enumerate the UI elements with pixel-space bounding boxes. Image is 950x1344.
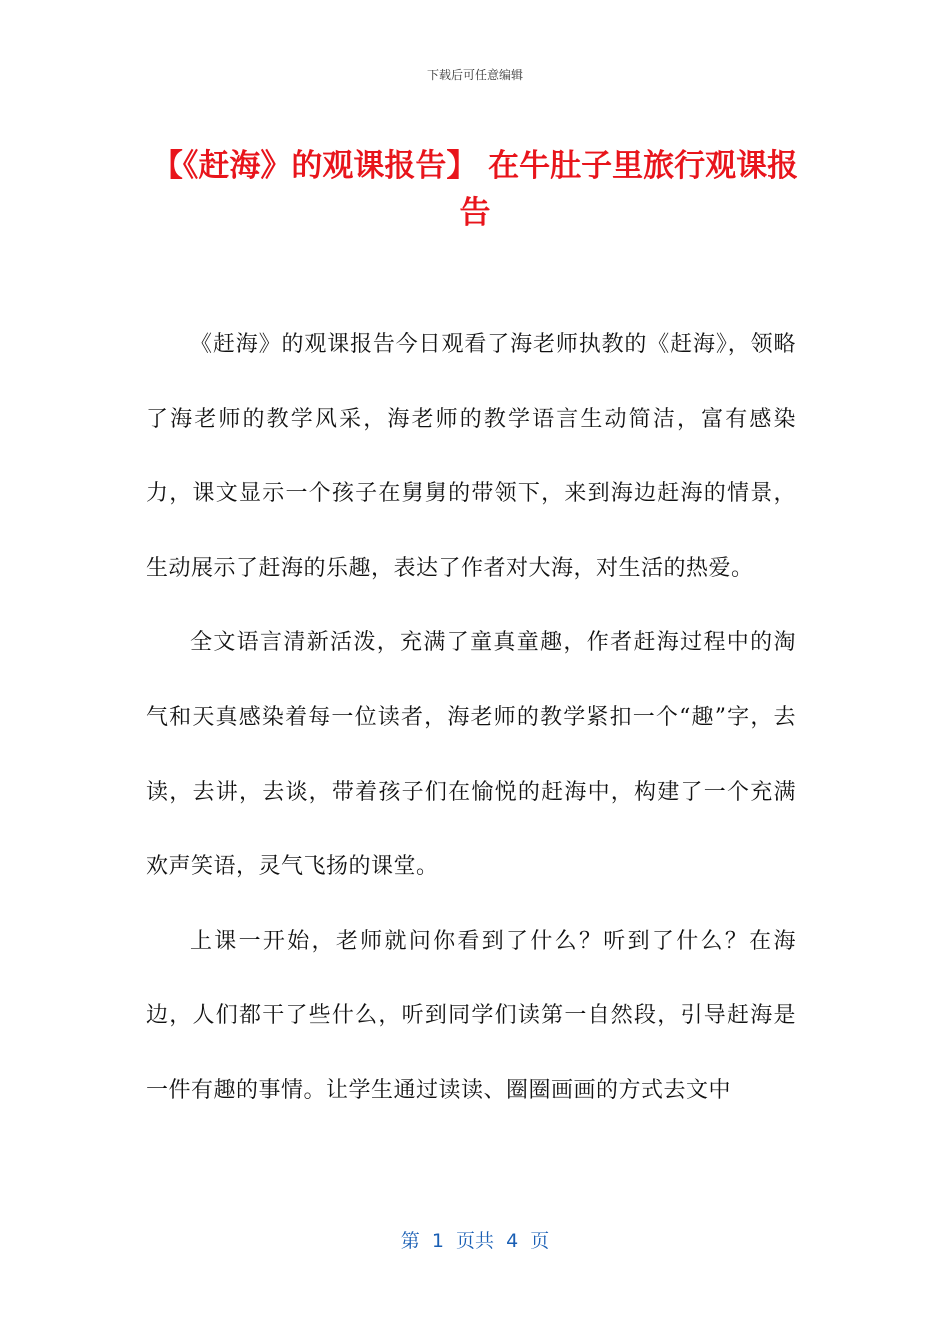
paragraph: 全文语言清新活泼，充满了童真童趣，作者赶海过程中的淘气和天真感染着每一位读者，海老师的教学紧扣一个“趣”字，去读，去讲，去谈，带着孩子们在愉悦的赶海中，构建了一个充满欢声笑语，灵气飞扬的课堂。 bbox=[146, 630, 796, 880]
header-note: 下载后可任意编辑 bbox=[426, 68, 523, 82]
document-body bbox=[146, 308, 796, 1129]
paragraph: 上课一开始，老师就问你看到了什么？听到了什么？在海边，人们都干了些什么，听到同学们读第一自然段，引导赶海是一件有趣的事情。让学生通过读读、圈圈画画的方式去文中 bbox=[146, 928, 796, 1103]
document-title: 【《赶海》的观课报告】 在牛肚子里旅行观课报告 bbox=[151, 148, 799, 231]
page-number-footer: 第 1 页共 4 页 bbox=[400, 1230, 550, 1252]
paragraph: 《赶海》的观课报告今日观看了海老师执教的《赶海》，领略了海老师的教学风采，海老师的教学语言生动简洁，富有感染力，课文显示一个孩子在舅舅的带领下，来到海边赶海的情景，生动展示了赶海的乐趣，表达了作者对大海，对生活的热爱。 bbox=[146, 332, 796, 581]
